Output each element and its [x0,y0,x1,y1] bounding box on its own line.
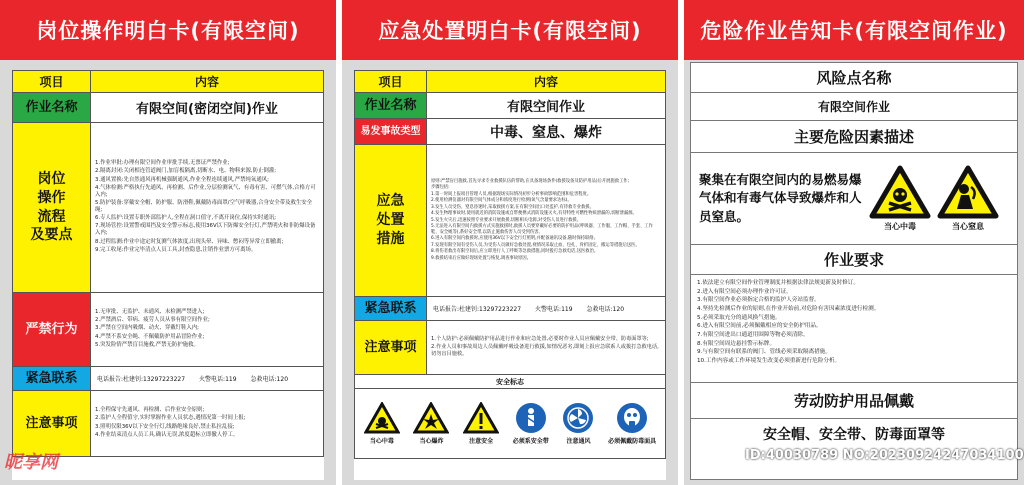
poison-sign: 当心中毒 [869,165,931,232]
list-item: 10.工作内容或工作环境发生改变必须重新进行危险分析。 [697,357,841,364]
list-item: 1.无审批、无监护、未通风、未检测严禁进入; [95,309,205,316]
list-item: 5.必须采取充分的通风换气措施。 [697,314,781,321]
head-content: 内容 [427,71,666,93]
name-value: 有限空间作业 [427,93,666,119]
panel-emergency-card [342,0,678,485]
explosion-warning-icon [413,402,449,434]
safety-title: 安全标志 [355,375,666,389]
poison-sign: 当心中毒 [364,402,400,445]
list-item: 4.作业结束清点人员工具,确认无误,浓度超标立即撤人停工。 [95,431,239,438]
head-item: 项目 [13,71,91,93]
requirements-list [691,275,1017,383]
notes-list [91,391,324,457]
ppe-value: 安全帽、安全带、防毒面罩等 [763,427,945,443]
list-item: 9.与有限空间有联系的阀门、管线必须采取隔离措施。 [697,349,831,356]
flow-label: 岗位 操作 流程 及要点 [13,123,91,293]
list-item: 5.突发险情严禁盲目施救,严禁无防护施救。 [95,341,199,348]
list-item: 5.防护装备:穿戴安全帽、防护服、防滑鞋,佩戴防毒面罩/空气呼吸器,合身安全带及救生安全绳; [95,199,313,213]
forbid-list [91,293,324,367]
list-item: 1.个人防护:必须佩戴防护用品进行作业和应急处置,必要时作业人员应佩戴安全带、防毒面罩等; [431,336,649,343]
risk-value: 有限空间作业 [691,93,1017,121]
list-item: 7.有限空间进出口通道用围障等物必须清除。 [697,331,809,338]
contact-label: 紧急联系 [355,297,427,321]
list-item: 1.依法建立有限空间作业管理制度并根据法律法规更新及时修订。 [697,280,859,286]
list-item: 4.坚持先检测后作业的原则,在作业开始前,对危险有害因素浓度进行检测。 [697,305,880,312]
list-item: 6.专人监护:设置专职外部监护人,全程在洞口值守,不离开岗位,保持实时通讯; [95,215,277,222]
gas-mask-icon [616,402,648,434]
ppe-title: 劳动防护用品佩戴 [691,383,1017,419]
panel-title: 岗位操作明白卡(有限空间) [0,0,336,60]
list-item: 8.过程监测:作业中途定时复测气体浓度,出现头晕、异味、憋闷等异常立即撤离; [95,238,284,245]
list-item: 1.第一时间上报项目管理人员,根据现场实际情况初步分析事故影响范围和危害程度。 [431,191,592,197]
factor-text: 聚集在有限空间内的易燃易爆气体和有毒气体导致爆炸和人员窒息。 [699,172,862,224]
list-item: 步骤包括: [431,185,450,191]
suffocate-sign: 当心窒息 [937,165,999,232]
factor-title: 主要危险因素描述 [691,121,1017,153]
list-item: 9.救援结束后应做好现场处置与恢复,调查事故原因。 [431,255,531,261]
type-label: 易发事故类型 [355,119,427,145]
factor-row [691,153,1017,245]
list-item: 5.发生火灾后,迅速按照专业要求开展救援,切断相关电源,对受伤人员进行救援。 [431,217,581,223]
list-item: 2.监护人全程值守,实时掌握作业人员状态,遇情况第一时间上报; [95,415,246,422]
safety-signs [355,389,666,459]
list-item: 1.作业审批:办理有限空间作业审批手续,无票证严禁作业; [95,160,230,167]
gasmask-sign: 必须佩戴防毒面具 [608,402,656,445]
requirements-title: 作业要求 [691,245,1017,275]
card-body [354,70,666,480]
list-item: 2.作业人员和事故周边人员佩戴呼吸设备进行救援,如情况恶劣,即刻上报应急联系人或拨打急救电话,切勿盲目施救。 [431,344,659,357]
name-value: 有限空间(密闭空间)作业 [91,93,324,123]
list-item: 2.严禁酒后、带病、疲劳人员从事有限空间作业; [95,317,210,324]
list-item: 7.现场管控:设置警戒围挡及安全警示标志,使用36V以下防爆安全行灯,严禁明火和非防爆设备入内; [95,223,316,237]
notes-label: 注意事项 [355,321,427,375]
ventilation-sign: 注意通风 [562,402,594,445]
list-item: 4.发生物理事故时,使用就近的消防设施或自带便携式消防设施灭火,有待特性可燃性物质泄漏的,切断泄漏源。 [431,211,637,217]
exclamation-warning-icon [463,402,499,434]
list-item: 3.通风置换:先自然通风再机械强制通风,作业全程连续通风,严禁纯氧通风; [95,176,269,183]
list-item: 3.严禁在空间内吸烟、动火、穿戴钉鞋入内; [95,325,199,332]
panel-risk-notice-card [684,0,1024,485]
list-item: 8.将伤者救出有限空间后,应立即进行人工呼吸等急救措施,同时拨打急救电话,送医救治。 [431,249,599,255]
list-item: 3.发生人员受伤、窒息昏迷时,采取救援方案,在有限空间出口处监护,有待救专业救援。 [431,204,594,210]
list-item: 4.严禁不系安全绳、不佩戴防护用品冒险作业; [95,333,205,340]
list-item: 4.气体检测:严格执行先通风、再检测、后作业,分层检测氧气、有毒有害、可燃气体,合格方可入内; [95,184,316,198]
poison-warning-icon [364,402,400,434]
fan-icon [562,402,594,434]
name-label: 作业名称 [355,93,427,119]
panel-title: 应急处置明白卡(有限空间) [342,0,678,60]
watermark-id: ID:40030789 NO:20230924247034100 [745,448,1024,463]
caution-sign: 注意安全 [463,402,499,445]
card-body [690,62,1018,480]
list-item: 2.隔离封闭:关闭相连管道阀门,加盲板隔离,切断水、电、物料来源,防止倒灌; [95,168,277,175]
poison-warning-icon [869,165,931,219]
forbid-label: 严禁行为 [13,293,91,367]
list-item: 3.有限空间作业必须指定合格的监护人旁站监督。 [697,297,820,304]
risk-title: 风险点名称 [691,63,1017,93]
contact-info: 电话报告:杜建钊:13297223227 火警电话:119 急救电话:120 [427,297,666,321]
list-item: 9.完工收尾:作业完毕清点人员工具,封查隐患,注销作业票方可离场。 [95,246,257,253]
safety-belt-icon [515,402,547,434]
measure-label: 应急 处置 措施 [355,145,427,297]
flow-list [91,123,324,293]
list-item: 6.进入有限空间前,必须佩戴相应的安全防护用品。 [697,323,822,330]
card-body [12,70,324,480]
list-item: 8.有限空间周边悬挂警示标牌。 [697,340,776,347]
suffocation-warning-icon [937,165,999,219]
contact-info: 电话报告:杜建钊:13297223227 火警电话:119 急救电话:120 [91,367,324,391]
list-item: 2.进入有限空间必须办理作业许可证。 [697,288,792,295]
list-item: 2.使用检测仪器对有限空间气体成分和浓度进行检测(氧气含量要求达标)。 [431,198,572,204]
notes-label: 注意事项 [13,391,91,457]
explosion-sign: 当心爆炸 [413,402,449,445]
list-item: 6.进入有限空间内救援时,应使用36V以下安全行灯照明,并配备通讯设备,随时保持联络。 [431,236,598,242]
list-item: 3.照明仅限36V以下安全行灯,线路绝缘良好,禁止私拉乱接; [95,423,235,430]
list-item: 7.发现有限空间有受伤人员,为受伤人员做好急救处置,视情况采取止血、包扎、骨折固定、搬运等措施后送医。 [431,242,640,248]
contact-label: 紧急联系 [13,367,91,391]
head-item: 项目 [355,71,427,93]
panel-job-operation-card [0,0,336,485]
list-item: 原则:严禁盲目施救,首先寻求专业救援队伍的帮助,在具备现场条件(救援设备及防护用品)后开展施救工作; [431,178,630,184]
panel-title: 危险作业告知卡(有限空间作业) [684,0,1024,60]
list-item: 5.无法进入有限空间内救援方式实施救援时,救援人员要穿戴好必要的防护用品(呼吸器、工作服、工作帽、手套、工作鞋、安全绳等),系好安全带,以防止施救伤害人员受到伤害。 [431,224,653,235]
measure-list [427,145,666,297]
type-value: 中毒、窒息、爆炸 [427,119,666,145]
head-content: 内容 [91,71,324,93]
name-label: 作业名称 [13,93,91,123]
seatbelt-sign: 必须系安全带 [513,402,549,445]
watermark-logo: 昵享网 [4,452,58,473]
list-item: 1.全程保守先通风、再检测、后作业安全原则; [95,407,205,414]
notes-list [427,321,666,375]
